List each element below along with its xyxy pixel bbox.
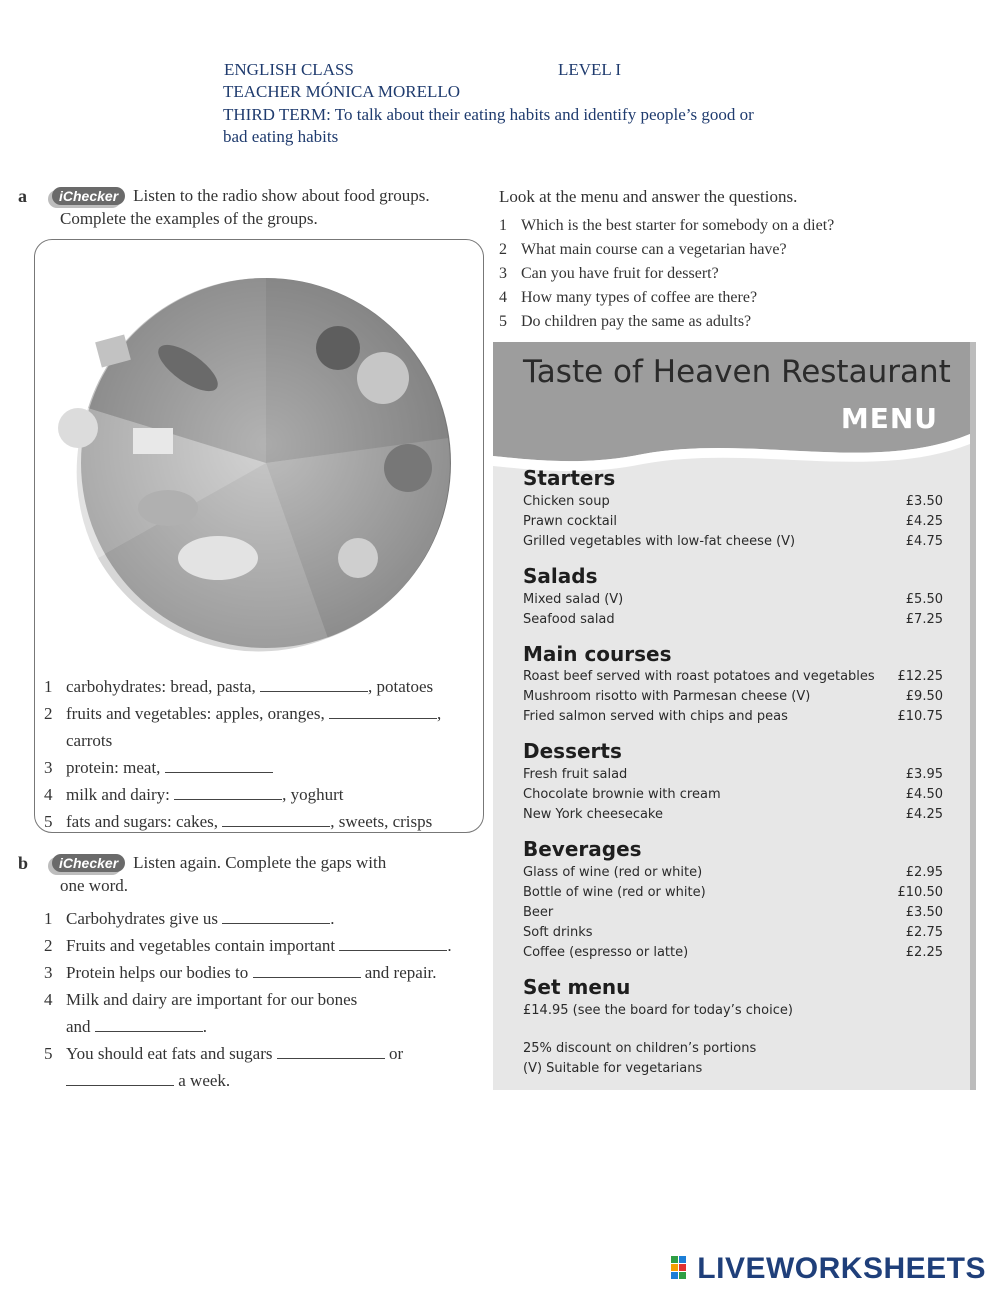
list-item: 3 protein: meat, bbox=[44, 755, 441, 780]
answer-blank[interactable] bbox=[339, 936, 447, 951]
menu-item: Seafood salad £7.25 bbox=[523, 612, 943, 627]
menu-item: Fresh fruit salad £3.95 bbox=[523, 767, 943, 782]
menu-note-vegetarian: (V) Suitable for vegetarians bbox=[523, 1061, 703, 1076]
menu-note-discount: 25% discount on children’s portions bbox=[523, 1041, 757, 1056]
instruction-line: Listen again. Complete the gaps with bbox=[133, 853, 387, 872]
answer-blank[interactable] bbox=[165, 758, 273, 773]
answer-blank[interactable] bbox=[174, 785, 282, 800]
menu-item: Beer £3.50 bbox=[523, 905, 943, 920]
menu-item: Fried salmon served with chips and peas £10.75 bbox=[523, 709, 943, 724]
section-b-letter: b bbox=[18, 853, 29, 873]
menu-item: Coffee (espresso or latte) £2.25 bbox=[523, 945, 943, 960]
section-b-list bbox=[44, 906, 452, 1095]
questions-list bbox=[499, 215, 834, 335]
section-a-list bbox=[44, 674, 441, 836]
ichecker-badge: iChecker bbox=[52, 854, 125, 872]
section-a-instruction-line2: Complete the examples of the groups. bbox=[60, 209, 318, 228]
answer-blank[interactable] bbox=[222, 812, 330, 827]
menu-item: Prawn cocktail £4.25 bbox=[523, 514, 943, 529]
answer-blank[interactable] bbox=[253, 963, 361, 978]
list-item-continuation: a week. bbox=[44, 1068, 452, 1093]
question-item: 5 Do children pay the same as adults? bbox=[499, 313, 752, 330]
logo-grid-icon bbox=[671, 1256, 695, 1280]
question-item: 1 Which is the best starter for somebody on a diet? bbox=[499, 217, 835, 234]
menu-item: Chicken soup £3.50 bbox=[523, 494, 943, 509]
list-item: 5 fats and sugars: cakes, , sweets, crisps bbox=[44, 812, 433, 831]
list-item-continuation: and . bbox=[66, 1017, 208, 1036]
menu-item: Roast beef served with roast potatoes and vegetables £12.25 bbox=[523, 669, 943, 684]
section-a-instruction bbox=[52, 186, 430, 206]
question-item: 3 Can you have fruit for dessert? bbox=[499, 265, 719, 282]
menu-item: Mixed salad (V) £5.50 bbox=[523, 592, 943, 607]
header-level: LEVEL I bbox=[558, 60, 622, 79]
answer-blank[interactable] bbox=[277, 1044, 385, 1059]
menu-category-desserts: Desserts bbox=[523, 739, 622, 763]
menu-item: Bottle of wine (red or white) £10.50 bbox=[523, 885, 943, 900]
menu-item: Mushroom risotto with Parmesan cheese (V) £9.50 bbox=[523, 689, 943, 704]
menu-item: Glass of wine (red or white) £2.95 bbox=[523, 865, 943, 880]
menu-subtitle: MENU bbox=[840, 402, 938, 435]
list-item-continuation: carrots bbox=[66, 731, 113, 750]
question-item: 2 What main course can a vegetarian have? bbox=[499, 241, 787, 258]
food-wheel-image bbox=[38, 258, 482, 658]
answer-blank[interactable] bbox=[66, 1071, 174, 1086]
menu-category-set-menu: Set menu bbox=[523, 975, 631, 999]
section-b-instruction bbox=[52, 853, 386, 873]
menu-set-line: £14.95 (see the board for today’s choice) bbox=[523, 1003, 793, 1018]
answer-blank[interactable] bbox=[222, 909, 330, 924]
list-item: 2 Fruits and vegetables contain important . bbox=[44, 936, 452, 955]
section-a-letter: a bbox=[18, 186, 27, 206]
menu-item: New York cheesecake £4.25 bbox=[523, 807, 943, 822]
ichecker-badge: iChecker bbox=[52, 187, 125, 205]
answer-blank[interactable] bbox=[95, 1017, 203, 1032]
answer-blank[interactable] bbox=[329, 704, 437, 719]
restaurant-menu bbox=[493, 342, 976, 1090]
menu-item: Soft drinks £2.75 bbox=[523, 925, 943, 940]
menu-item: Chocolate brownie with cream £4.50 bbox=[523, 787, 943, 802]
list-item: 4 milk and dairy: , yoghurt bbox=[44, 785, 344, 804]
list-item: 3 Protein helps our bodies to and repair. bbox=[44, 963, 437, 982]
logo-text: LIVEWORKSHEETS bbox=[697, 1252, 986, 1285]
menu-category-mains: Main courses bbox=[523, 642, 672, 666]
question-item: 4 How many types of coffee are there? bbox=[499, 289, 758, 306]
list-item: 1 carbohydrates: bread, pasta, , potatoes bbox=[44, 677, 434, 696]
menu-title: Taste of Heaven Restaurant bbox=[523, 354, 951, 390]
answer-blank[interactable] bbox=[260, 677, 368, 692]
header-term-line1: THIRD TERM: To talk about their eating habits and identify people’s good or bbox=[223, 105, 754, 124]
liveworksheets-logo[interactable] bbox=[671, 1252, 986, 1286]
menu-category-salads: Salads bbox=[523, 564, 598, 588]
menu-category-beverages: Beverages bbox=[523, 837, 642, 861]
list-item: 1 Carbohydrates give us . bbox=[44, 909, 335, 928]
list-item: 5 You should eat fats and sugars or bbox=[44, 1044, 404, 1063]
instruction-line: Listen to the radio show about food groups. bbox=[133, 186, 430, 205]
list-item: 4 Milk and dairy are important for our bones bbox=[44, 990, 358, 1009]
menu-category-starters: Starters bbox=[523, 466, 616, 490]
list-item: 2 fruits and vegetables: apples, oranges, , bbox=[44, 704, 442, 723]
header-term-line2: bad eating habits bbox=[223, 127, 339, 146]
section-b-instruction-line2: one word. bbox=[60, 876, 128, 895]
questions-instruction: Look at the menu and answer the questions. bbox=[499, 187, 798, 206]
header-class: ENGLISH CLASS bbox=[224, 60, 354, 79]
menu-item: Grilled vegetables with low-fat cheese (V) £4.75 bbox=[523, 534, 943, 549]
header-teacher: TEACHER MÓNICA MORELLO bbox=[223, 82, 461, 101]
